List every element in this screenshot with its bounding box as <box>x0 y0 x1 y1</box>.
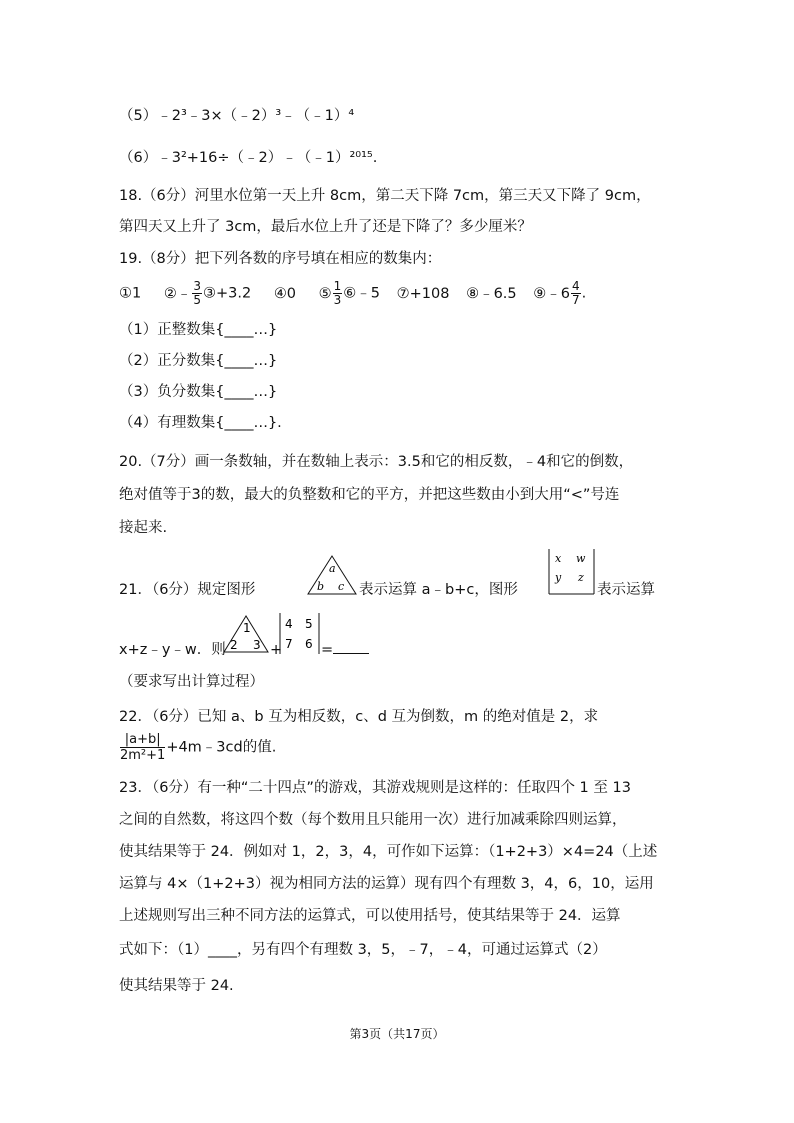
set-rational-numbers: （4）有理数集{____…}. <box>119 415 282 431</box>
number-3: ③+3.2 <box>202 285 252 302</box>
label-7: 7 <box>285 637 293 651</box>
problem-17-5: （5）﹣2³﹣3×（﹣2）³﹣（﹣1）⁴ <box>119 108 355 124</box>
question-23-line5: 上述规则写出三种不同方法的运算式，可以使用括号，使其结果等于 24．运算 <box>119 908 621 924</box>
label-w: w <box>576 552 586 565</box>
set-negative-fractions: （3）负分数集{____…} <box>119 384 278 400</box>
question-21-note: （要求写出计算过程） <box>119 674 264 690</box>
question-19-numbers <box>119 280 586 307</box>
expression-rest: +4m﹣3cd的值. <box>166 739 277 756</box>
question-22-line1: 22．（6分）已知 a、b 互为相反数，c、d 互为倒数，m 的绝对值是 2，求 <box>119 709 599 725</box>
question-22-line2 <box>119 732 276 763</box>
question-21-prefix: 21．（6分）规定图形 <box>119 582 256 598</box>
label-z: z <box>578 571 584 584</box>
problem-17-6: （6）﹣3²+16÷（﹣2）﹣（﹣1）²⁰¹⁵. <box>119 150 378 166</box>
label-y: y <box>555 571 562 584</box>
fraction-1-3: $\frac{1}{3}$ <box>333 279 342 307</box>
question-19-title: 19.（8分）把下列各数的序号填在相应的数集内： <box>119 251 442 267</box>
fraction-4-7: $\frac{4}{7}$ <box>571 279 580 307</box>
question-23-line2: 之间的自然数，将这四个数（每个数用且只能用一次）进行加减乘除四则运算， <box>119 812 627 828</box>
question-23-line4: 运算与 4×（1+2+3）视为相同方法的运算）现有四个有理数 3，4，6，10，运用 <box>119 876 654 892</box>
label-1: 1 <box>243 621 251 635</box>
number-6: ⑥﹣5 <box>343 285 381 302</box>
label-6: 6 <box>305 637 313 651</box>
label-b: b <box>317 580 325 593</box>
plus-sign: + <box>270 642 283 658</box>
label-3: 3 <box>253 638 261 652</box>
page-number: 第3页（共17页） <box>349 1027 445 1041</box>
set-positive-integers: （1）正整数集{____…} <box>119 322 278 338</box>
number-7: ⑦+108 <box>396 285 450 302</box>
label-x: x <box>555 552 562 565</box>
question-18-line2: 第四天又上升了 3cm，最后水位上升了还是下降了？多少厘米？ <box>119 219 532 235</box>
label-2: 2 <box>230 638 238 652</box>
question-20-line1: 20.（7分）画一条数轴，并在数轴上表示：3.5和它的相反数，﹣4和它的倒数， <box>119 454 634 470</box>
triangle-abc-figure <box>306 554 358 596</box>
question-21-suffix: 表示运算 <box>597 582 655 598</box>
question-23-line7: 使其结果等于 24. <box>119 978 234 994</box>
question-23-line3: 使其结果等于 24．例如对 1，2，3，4，可作如下运算：（1+2+3）×4=24（上述 <box>119 844 658 860</box>
number-9: ⑨﹣6 <box>533 285 570 302</box>
fraction-abs-ab: $\frac{|a+b|}{\text{2m²+1}}$ <box>120 732 166 763</box>
box-xwyz-figure <box>548 548 596 596</box>
question-20-line3: 接起来. <box>119 520 168 536</box>
number-4: ④0 <box>273 285 297 302</box>
number-5: ⑤ <box>318 285 332 302</box>
question-18-line1: 18.（6分）河里水位第一天上升 8cm，第二天下降 7cm，第三天又下降了 9cm， <box>119 188 651 204</box>
label-5: 5 <box>305 617 313 631</box>
number-8: ⑧﹣6.5 <box>466 285 517 302</box>
question-20-line2: 绝对值等于3的数，最大的负整数和它的平方，并把这些数由小到大用“<”号连 <box>119 487 620 503</box>
question-21-line2: x+z﹣y﹣w．则 <box>119 642 226 658</box>
triangle-123-figure <box>222 614 270 654</box>
period: . <box>581 285 587 302</box>
label-a: a <box>329 562 336 575</box>
label-4: 4 <box>285 617 293 631</box>
label-c: c <box>338 580 345 593</box>
question-23-line1: 23．（6分）有一种“二十四点”的游戏，其游戏规则是这样的：任取四个 1 至 13 <box>119 780 631 796</box>
number-2: ②﹣ <box>163 285 192 302</box>
number-1: ①1 <box>119 285 142 302</box>
equals-sign: = <box>321 640 369 660</box>
set-positive-fractions: （2）正分数集{____…} <box>119 353 278 369</box>
question-23-line6: 式如下：（1）____，另有四个有理数 3，5，﹣7，﹣4，可通过运算式（2） <box>119 942 607 958</box>
fraction-3-5: $\frac{3}{5}$ <box>193 279 201 307</box>
question-21-mid: 表示运算 a﹣b+c，图形 <box>359 582 518 598</box>
box-4576-figure <box>279 612 321 656</box>
